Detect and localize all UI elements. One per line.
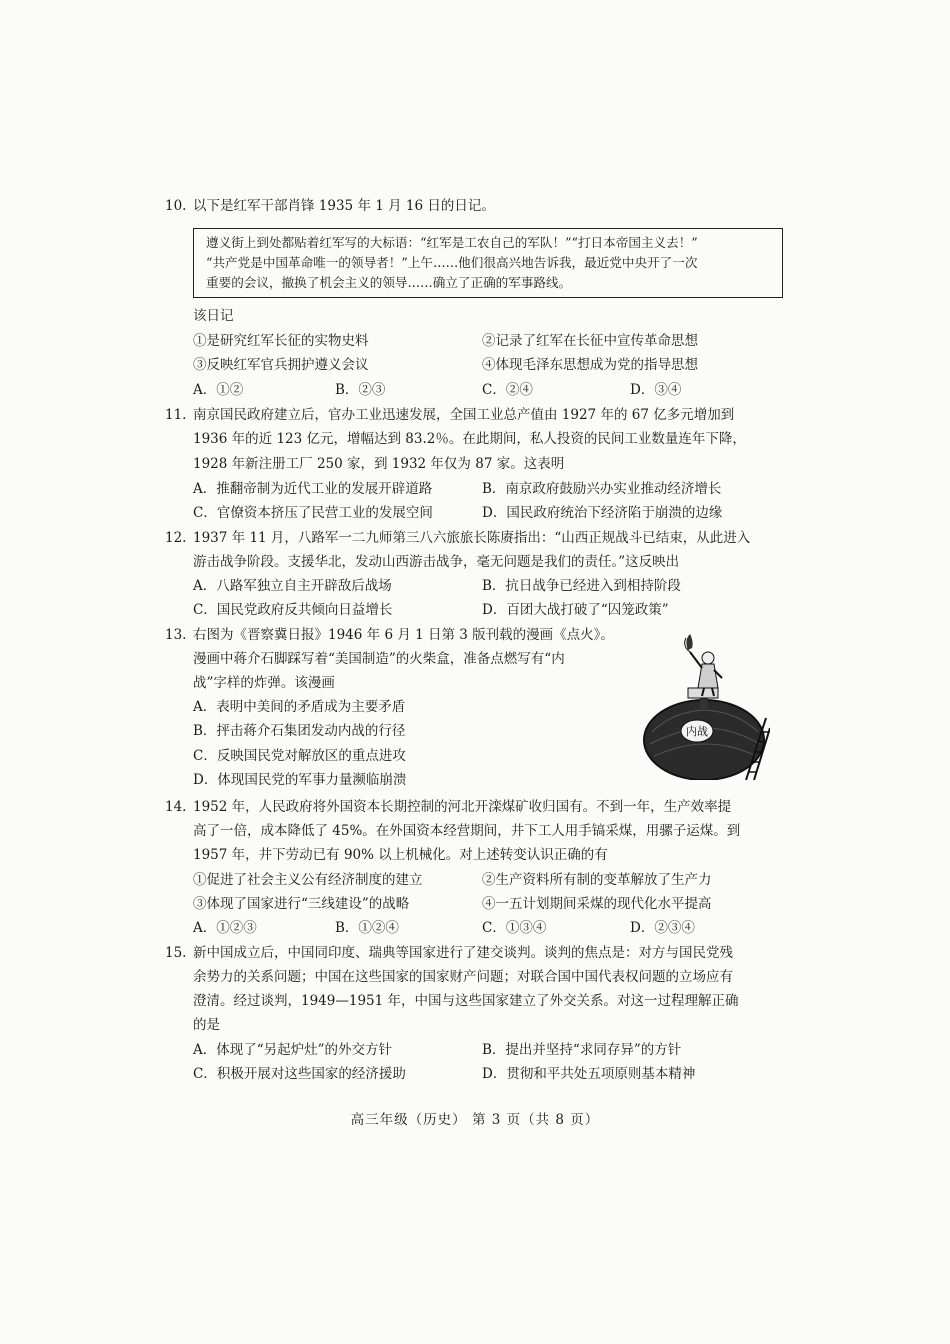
question-10-option-c: C．②④ (482, 382, 533, 398)
question-10-item: ③反映红军官兵拥护遵义会议 (193, 357, 369, 373)
question-15-option-d: D．贯彻和平共处五项原则基本精神 (482, 1066, 696, 1082)
question-14-stem-line: 高了一倍，成本降低了 45%。在外国资本经营期间，井下工人用手镐采煤，用骡子运煤。到 (193, 823, 741, 839)
question-11-option-a: A．推翻帝制为近代工业的发展开辟道路 (193, 481, 433, 497)
question-15-stem-line: 的是 (193, 1017, 220, 1033)
question-11-option-b: B．南京政府鼓励兴办实业推动经济增长 (482, 481, 722, 497)
question-14-item: ①促进了社会主义公有经济制度的建立 (193, 872, 423, 888)
question-14-option-c: C．①③④ (482, 920, 547, 936)
question-13-option-b: B．抨击蒋介石集团发动内战的行径 (193, 723, 406, 739)
question-11-option-d: D．国民政府统治下经济陷于崩溃的边缘 (482, 505, 723, 521)
question-13-stem-line: 右图为《晋察冀日报》1946 年 6 月 1 日第 3 版刊载的漫画《点火》。 (193, 627, 614, 643)
question-10-stem: 以下是红军干部肖锋 1935 年 1 月 16 日的日记。 (193, 198, 495, 214)
question-13-number: 13. (165, 627, 187, 643)
question-12-option-a: A．八路军独立自主开辟敌后战场 (193, 578, 392, 594)
question-12-stem-line: 游击战争阶段。支援华北，发动山西游击战争，毫无问题是我们的责任。”这反映出 (193, 554, 680, 570)
question-13-stem-line: 战”字样的炸弹。该漫画 (193, 675, 335, 691)
question-14-item: ④一五计划期间采煤的现代化水平提高 (482, 896, 712, 912)
question-12-number: 12. (165, 530, 187, 546)
question-14-option-a: A．①②③ (193, 920, 257, 936)
diary-quote-line: 重要的会议，撤换了机会主义的领导……确立了正确的军事路线。 (206, 275, 572, 290)
question-11-stem-line: 南京国民政府建立后，官办工业迅速发展，全国工业总产值由 1927 年的 67 亿多元增加到 (193, 407, 735, 423)
cartoon-label: 内战 (686, 725, 708, 738)
question-14-stem-line: 1957 年，井下劳动已有 90% 以上机械化。对上述转变认识正确的有 (193, 847, 608, 863)
question-12-option-d: D．百团大战打破了“囚笼政策” (482, 602, 669, 618)
question-11-stem-line: 1928 年新注册工厂 250 家，到 1932 年仅为 87 家。这表明 (193, 456, 565, 472)
question-13-option-c: C．反映国民党对解放区的重点进攻 (193, 748, 406, 764)
question-10-item: ④体现毛泽东思想成为党的指导思想 (482, 357, 698, 373)
question-10-lead: 该日记 (193, 308, 234, 324)
question-15-stem-line: 余势力的关系问题；中国在这些国家的国家财产问题；对联合国中国代表权问题的立场应有 (193, 969, 733, 985)
question-10-item: ①是研究红军长征的实物史料 (193, 333, 369, 349)
question-11-stem-line: 1936 年的近 123 亿元，增幅达到 83.2％。在此期间，私人投资的民间工业数量连年下降， (193, 431, 746, 447)
question-13-stem-line: 漫画中蒋介石脚踩写着“美国制造”的火柴盒，准备点燃写有“内 (193, 651, 565, 667)
question-13-option-a: A．表明中美间的矛盾成为主要矛盾 (193, 699, 406, 715)
question-10-item: ②记录了红军在长征中宣传革命思想 (482, 333, 698, 349)
question-10-option-d: D．③④ (630, 382, 682, 398)
question-13-option-d: D．体现国民党的军事力量濒临崩溃 (193, 772, 407, 788)
question-14-item: ③体现了国家进行“三线建设”的战略 (193, 896, 410, 912)
question-14-option-d: D．②③④ (630, 920, 695, 936)
question-11-option-c: C．官僚资本挤压了民营工业的发展空间 (193, 505, 433, 521)
question-15-stem-line: 澄清。经过谈判，1949—1951 年，中国与这些国家建立了外交关系。对这一过程理解正确 (193, 993, 739, 1009)
question-14-item: ②生产资料所有制的变革解放了生产力 (482, 872, 712, 888)
question-15-option-c: C．积极开展对这些国家的经济援助 (193, 1066, 406, 1082)
diary-quote-line: 遵义街上到处都贴着红军写的大标语：“红军是工农自己的军队！”“打日本帝国主义去！” (206, 235, 698, 250)
question-10-option-b: B．②③ (335, 382, 386, 398)
question-15-option-b: B．提出并坚持“求同存异”的方针 (482, 1042, 682, 1058)
question-12-stem-line: 1937 年 11 月，八路军一二九师第三八六旅旅长陈赓指出：“山西正规战斗已结束，从此进入 (193, 530, 751, 546)
diary-quote-box (193, 228, 783, 298)
page-footer: 高三年级（历史） 第 3 页（共 8 页） (350, 1112, 600, 1128)
question-12-option-c: C．国民党政府反共倾向日益增长 (193, 602, 393, 618)
question-15-stem-line: 新中国成立后，中国同印度、瑞典等国家进行了建交谈判。谈判的焦点是：对方与国民党残 (193, 945, 733, 961)
question-11-number: 11. (165, 407, 187, 423)
question-10-number: 10. (165, 198, 187, 214)
diary-quote-line: “共产党是中国革命唯一的领导者！”上午……他们很高兴地告诉我，最近党中央开了一次 (206, 255, 698, 270)
question-14-stem-line: 1952 年，人民政府将外国资本长期控制的河北开滦煤矿收归国有。不到一年，生产效率提 (193, 799, 732, 815)
question-15-number: 15. (165, 945, 187, 961)
question-14-number: 14. (165, 799, 187, 815)
question-15-option-a: A．体现了“另起炉灶”的外交方针 (193, 1042, 393, 1058)
cartoon-ignite-image (642, 632, 770, 780)
question-14-option-b: B．①②④ (335, 920, 399, 936)
question-12-option-b: B．抗日战争已经进入到相持阶段 (482, 578, 681, 594)
question-10-option-a: A．①② (193, 382, 244, 398)
